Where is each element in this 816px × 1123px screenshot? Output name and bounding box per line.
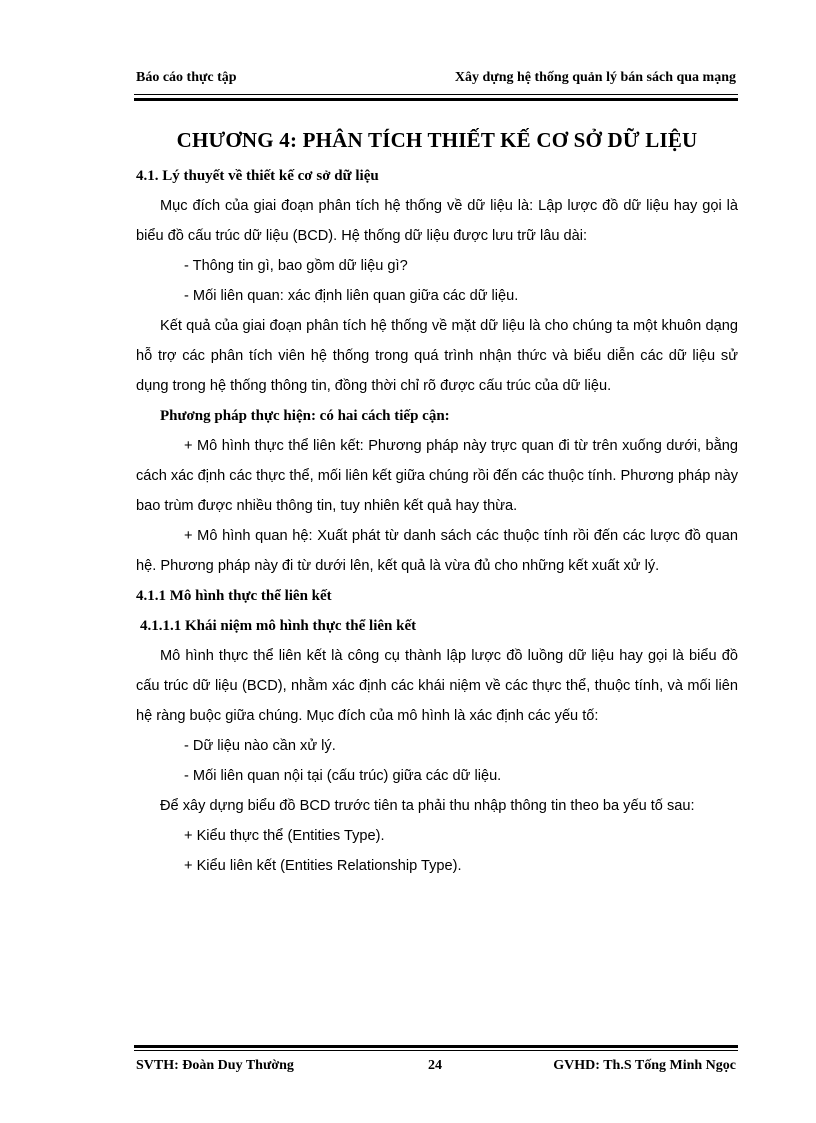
paragraph: Mô hình thực thể liên kết là công cụ thành lập lược đồ luồng dữ liệu hay gọi là biểu đồ cấu trúc dữ liệu (BCD), nhằm xác định các khái niệm về các thực thể, thuộc tính, và mối liên hệ ràng buộc giữa chúng. Mục đích của mô hình là xác định các yếu tố: [136, 648, 738, 724]
section-heading-4-1-1-1: 4.1.1.1 Khái niệm mô hình thực thể liên kết [140, 618, 417, 634]
list-item: - Thông tin gì, bao gồm dữ liệu gì? [184, 258, 408, 274]
paragraph: Mục đích của giai đoạn phân tích hệ thống về dữ liệu là: Lập lược đồ dữ liệu hay gọi là biểu đồ cấu trúc dữ liệu (BCD). Hệ thống dữ liệu được lưu trữ lâu dài: [136, 198, 738, 244]
paragraph: + Mô hình quan hệ: Xuất phát từ danh sách các thuộc tính rồi đến các lược đồ quan hệ. Phương pháp này đi từ dưới lên, kết quả là vừa đủ cho những kết xuất xử lý. [136, 528, 738, 574]
list-item: - Mối liên quan nội tại (cấu trúc) giữa các dữ liệu. [184, 768, 502, 784]
paragraph: + Mô hình thực thể liên kết: Phương pháp này trực quan đi từ trên xuống dưới, bằng cách xác định các thực thể, mối liên kết giữa chúng rồi đến các thuộc tính. Phương pháp này bao trùm được nhiều thông tin, tuy nhiên kết quả hay thừa. [136, 438, 738, 514]
footer-advisor: GVHD: Th.S Tống Minh Ngọc [553, 1058, 736, 1073]
header-project-title: Xây dựng hệ thống quản lý bán sách qua mạng [454, 70, 736, 85]
method-heading: Phương pháp thực hiện: có hai cách tiếp cận: [160, 408, 450, 424]
paragraph: Kết quả của giai đoạn phân tích hệ thống về mặt dữ liệu là cho chúng ta một khuôn dạng hỗ trợ các phân tích viên hệ thống trong quá trình nhận thức và biểu diễn các dữ liệu sử dụng trong hệ thống thông tin, đồng thời chỉ rõ được cấu trúc của dữ liệu. [136, 318, 738, 394]
page-footer [136, 1058, 736, 1080]
list-item: + Kiểu thực thể (Entities Type). [184, 828, 385, 844]
footer-student: SVTH: Đoàn Duy Thường [136, 1058, 294, 1073]
list-item: + Kiểu liên kết (Entities Relationship Type). [184, 858, 462, 874]
page-number: 24 [428, 1058, 442, 1073]
footer-divider-thick [134, 1045, 738, 1048]
list-item: - Mối liên quan: xác định liên quan giữa các dữ liệu. [184, 288, 519, 304]
header-divider-thick [134, 98, 738, 101]
section-heading-4-1: 4.1. Lý thuyết về thiết kế cơ sở dữ liệu [136, 168, 379, 184]
page-body [136, 128, 738, 881]
header-report-label: Báo cáo thực tập [136, 70, 237, 85]
page-header [136, 70, 736, 92]
paragraph: Để xây dựng biểu đồ BCD trước tiên ta phải thu nhập thông tin theo ba yếu tố sau: [160, 798, 695, 814]
footer-divider [134, 1050, 738, 1051]
section-heading-4-1-1: 4.1.1 Mô hình thực thể liên kết [136, 588, 332, 604]
header-divider [134, 94, 738, 95]
chapter-title: CHƯƠNG 4: PHÂN TÍCH THIẾT KẾ CƠ SỞ DỮ LIỆU [176, 128, 698, 152]
list-item: - Dữ liệu nào cần xử lý. [184, 738, 336, 754]
